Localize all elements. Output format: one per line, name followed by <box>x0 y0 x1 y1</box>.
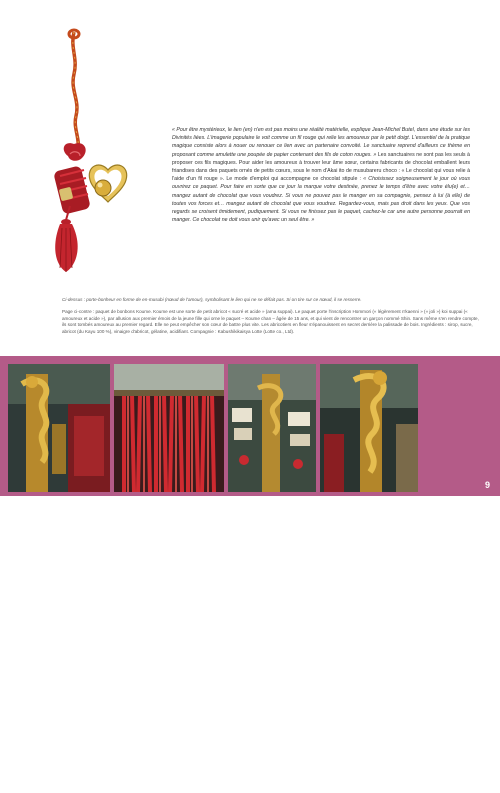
prayer-plaques-photo-icon <box>228 364 316 492</box>
en-musubi-charm-illustration <box>30 28 140 278</box>
photo-prayer-plaques <box>228 364 316 492</box>
photo-red-threads <box>114 364 224 492</box>
page-number: 9 <box>484 480 490 490</box>
dragon-pillar-right-photo-icon <box>320 364 418 492</box>
caption-above: Ci-dessus : porte-bonheur en forme de en-musubi (nœud de l'amour), symbolisant le lien qui ne se défait pas. Si on tire sur ce nœud, il se resserre. <box>62 297 362 302</box>
photo-dragon-pillar-left <box>8 364 110 492</box>
captions-block <box>62 297 482 341</box>
article-body-text <box>172 126 470 224</box>
red-knot-charm-icon <box>30 28 140 278</box>
body-segment-2: Les sanctuaires ne sont pas les seuls à proposer ces fils magiques. Pour aider les amoureux à trouver leur âme sœur, certains fabricants de chocolat emballent leurs friandises dans des paquets ornés de petits cœurs, sous le nom d'Akai ito de musubareru choco : « Le chocolat qui vous relie à l'aide d'un fil rouge ». Le mode d'emploi qui accompagne ce chocolat stipule : <box>172 151 470 183</box>
photo-dragon-pillar-right <box>320 364 418 492</box>
photo-band <box>0 356 500 792</box>
red-threads-photo-icon <box>114 364 224 492</box>
quote-segment-3: « Choisissez soigneusement le jour où vous ouvrirez ce paquet. Pour faire en sorte que ce jour la marque votre destinée, prenez le temps d'être avec votre élu(e) et… mangez autant de chocolat que vous voudrez. Si vous ne pouvez pas le manger en sa compagnie, pensez à lui (à elle) de toutes vos forces et… mangez autant de chocolat que vous voudrez. Regardez-vous, mais pas droit dans les yeux. Que vos regards se croisent timidement, pudiquement. Si vous ne finissez pas le paquet, cachez-le car une autre personne pourrait en manger. Ce chocolat ne doit vous unir qu'avec un seul être. » <box>172 176 470 224</box>
photo-caption-box: Quand les adolescents cherchent l'amour, ils vont au Mont Takao, sanctuaire dédié au tengu (créature phallique) et aux histoires de cœur, pour nouer des prières ardentes sur le thème du fil rouge. « Aidez-moi à trouver le bon lien, s'il vous plaît. » <box>424 728 494 792</box>
dragon-pillar-photo-icon <box>8 364 110 492</box>
caption-opposite-page: Page ci-contre : paquet de bonbons Koume. Koume est une sorte de petit abricot « sucré et acide » (ama suppai). Le paquet porte l'inscription Hommori (« légèrement n'kaenni » (« joli ») koi suppai (« amoureux et acide »), par allusion aux premier émois de la jeune fille qui orne le paquet – Koume chan – âgée de 15 ans, et qui vient de rencontrer un garçon nommé Shin. Sans même s'en rendre compte, ils sont tombés amoureux au premier regard. Elle ne peut empêcher son cœur de battre plus vite. Les abricotiers en fleur s'épanouissent en secret derrière la palissade de bois. Ingrédients : sirop, sucre, abricot (du Kayu 100 %), vinaigre d'abricot, gélatine, acidifiant. Compagnie : Kabushikikaisya Lotte (Lotte co., Ltd). <box>62 308 479 335</box>
quote-segment-1: « Pour être mystérieux, le lien (en) n'en est pas moins une réalité matérielle, explique Jean-Michel Butel, dans une étude sur les Divinités liées. L'imagerie populaire le voit comme un fil rouge qui relie les amoureux par le petit doigt. L'essentiel de la pratique magique consiste alors à nouer ou renouer ce lien avec un partenaire convoité. Le sanctuaire reprend d'ailleurs ce thème en proposant comme amulette une poupée de papier contenant des fils de coton rouges. » <box>172 127 470 158</box>
